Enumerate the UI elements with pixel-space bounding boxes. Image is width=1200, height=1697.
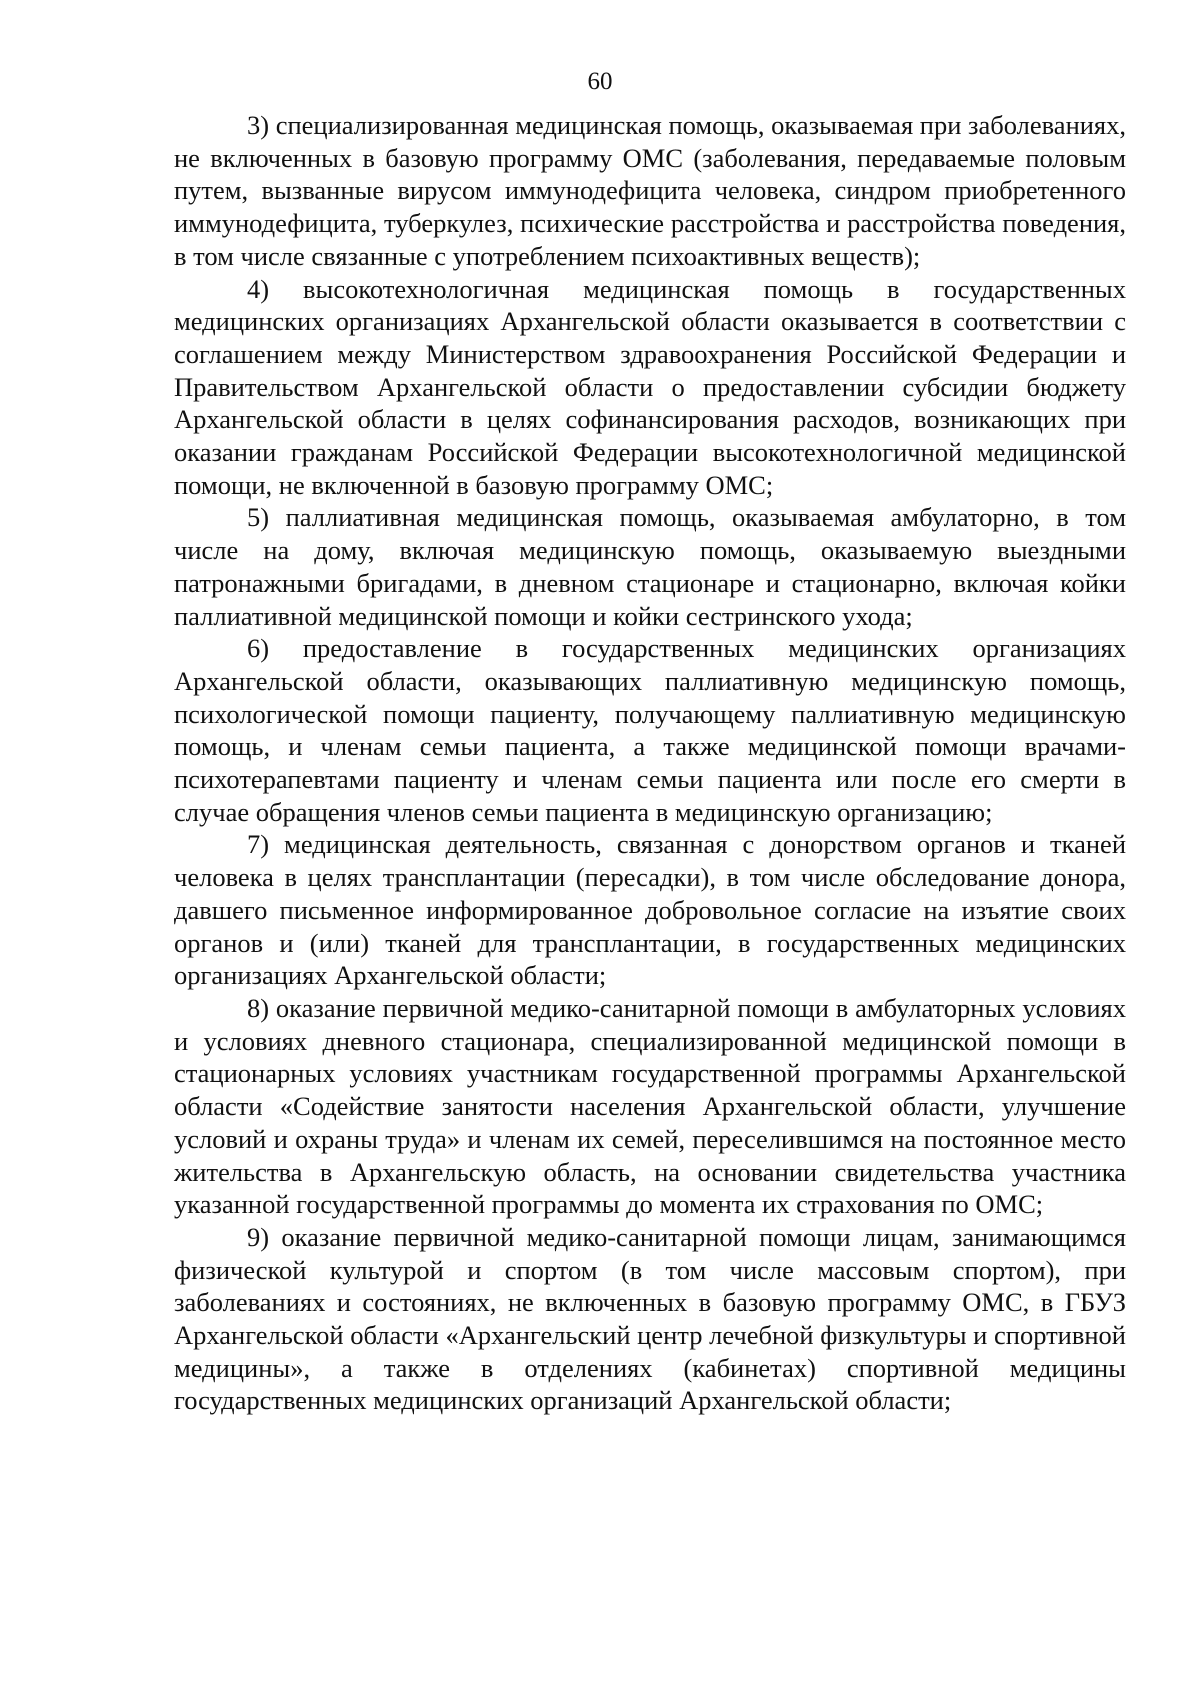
paragraph-item-7: 7) медицинская деятельность, связанная с донорством органов и тканей человека в целях трансплантации (пересадки), в том числе обследование донора, давшего письменное информированное добровольное согласие на изъятие своих органов и (или) тканей для трансплантации, в государственных медицинских организациях Архангельской области;: [174, 829, 1126, 991]
paragraph-item-4: 4) высокотехнологичная медицинская помощь в государственных медицинских организациях Архангельской области оказывается в соответствии с соглашением между Министерством здравоохранения Российской Федерации и Правительством Архангельской области о предоставлении субсидии бюджету Архангельской области в целях софинансирования расходов, возникающих при оказании гражданам Российской Федерации высокотехнологичной медицинской помощи, не включенной в базовую программу ОМС;: [174, 273, 1126, 500]
paragraph-item-3: 3) специализированная медицинская помощь, оказываемая при заболеваниях, не включенных в базовую программу ОМС (заболевания, передаваемые половым путем, вызванные вирусом иммунодефицита человека, синдром приобретенного иммунодефицита, туберкулез, психические расстройства и расстройства поведения, в том числе связанные с употреблением психоактивных веществ);: [174, 110, 1126, 271]
paragraph-item-6: 6) предоставление в государственных медицинских организациях Архангельской области, оказывающих паллиативную медицинскую помощь, психологической помощи пациенту, получающему паллиативную медицинскую помощь, и членам семьи пациента, а также медицинской помощи врачами-психотерапевтами пациенту и членам семьи пациента или после его смерти в случае обращения членов семьи пациента в медицинскую организацию;: [174, 633, 1126, 827]
page-number: 60: [587, 68, 613, 95]
paragraph-item-9: 9) оказание первичной медико-санитарной помощи лицам, занимающимся физической культурой и спортом (в том числе массовым спортом), при заболеваниях и состояниях, не включенных в базовую программу ОМС, в ГБУЗ Архангельской области «Архангельский центр лечебной физкультуры и спортивной медицины», а также в отделениях (кабинетах) спортивной медицины государственных медицинских организаций Архангельской области;: [174, 1221, 1126, 1416]
document-body: [174, 109, 1126, 1417]
paragraph-item-5: 5) паллиативная медицинская помощь, оказываемая амбулаторно, в том числе на дому, включая медицинскую помощь, оказываемую выездными патронажными бригадами, в дневном стационаре и стационарно, включая койки паллиативной медицинской помощи и койки сестринского ухода;: [174, 502, 1126, 631]
paragraph-item-8: 8) оказание первичной медико-санитарной помощи в амбулаторных условиях и условиях дневного стационара, специализированной медицинской помощи в стационарных условиях участникам государственной программы Архангельской области «Содействие занятости населения Архангельской области, улучшение условий и охраны труда» и членам их семей, переселившимся на постоянное место жительства в Архангельскую область, на основании свидетельства участника указанной государственной программы до момента их страхования по ОМС;: [174, 992, 1126, 1220]
